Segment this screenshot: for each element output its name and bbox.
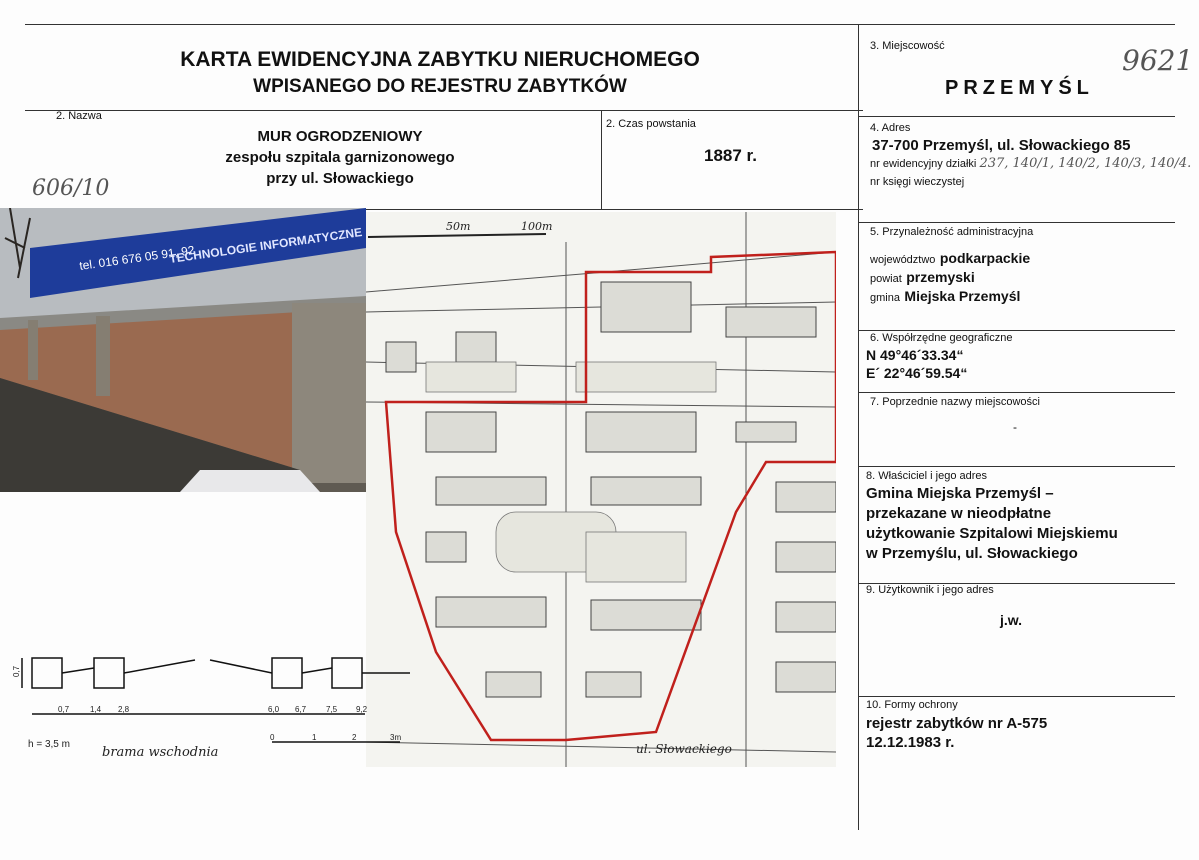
- formy-line2: 12.12.1983 r.: [866, 734, 955, 751]
- wall-photo: [0, 208, 366, 492]
- street-label: ul. Słowackiego: [636, 742, 732, 756]
- woj-value: podkarpackie: [939, 250, 1031, 266]
- wsp-e: E´ 22°46´59.54“: [866, 365, 968, 381]
- formy-line1: rejestr zabytków nr A-575: [866, 715, 1048, 732]
- adres-value: 37-700 Przemyśl, ul. Słowackiego 85: [872, 137, 1131, 154]
- rule-top: [25, 24, 1175, 25]
- uzytkownik-label: 9. Użytkownik i jego adres: [866, 584, 994, 596]
- czas-value: 1887 r.: [704, 146, 757, 165]
- rule-r5: [858, 466, 1175, 467]
- scale-0: 0: [270, 733, 275, 742]
- powiat-row: powiat przemyski: [870, 269, 975, 285]
- rule-vertical-right: [858, 24, 859, 830]
- miejscowosc-value: PRZEMYŚL: [945, 77, 1094, 99]
- file-number-handwritten: 606/10: [32, 176, 110, 201]
- adres-label: 4. Adres: [870, 122, 911, 134]
- dim-3: 6,0: [268, 705, 280, 714]
- woj-row: województwo podkarpackie: [870, 250, 1031, 266]
- wall-photo-drawing: [0, 208, 366, 492]
- admin-label: 5. Przynależność administracyjna: [870, 226, 1034, 238]
- rule-r2: [858, 222, 1175, 223]
- height-note: h = 3,5 m: [28, 739, 70, 750]
- wlasciciel-line1: Gmina Miejska Przemyśl –: [866, 485, 1054, 502]
- dim-2: 2,8: [118, 705, 130, 714]
- banner-phone: tel. 016 676 05 91, 92: [78, 242, 196, 273]
- nazwa-line3: przy ul. Słowackiego: [266, 170, 414, 187]
- poprzednie-value: -: [1013, 420, 1017, 434]
- wlasciciel-label: 8. Właściciel i jego adres: [866, 470, 988, 482]
- scale-100: 100m: [521, 220, 553, 233]
- site-map-drawing: [366, 212, 836, 767]
- card-title-line2: WPISANEGO DO REJESTRU ZABYTKÓW: [253, 76, 627, 97]
- banner-text: TECHNOLOGIE INFORMATYCZNE: [168, 225, 363, 266]
- scale-50: 50m: [446, 220, 471, 233]
- side-dim: 0,7: [12, 665, 21, 677]
- dim-0: 0,7: [58, 705, 70, 714]
- scale-3: 3m: [390, 733, 402, 742]
- rule-vertical-czas: [601, 110, 602, 210]
- drawing-caption: brama wschodnia: [102, 745, 219, 760]
- nazwa-label: 2. Nazwa: [56, 110, 102, 122]
- wlasciciel-line4: w Przemyślu, ul. Słowackiego: [866, 545, 1078, 562]
- card-title-line1: KARTA EWIDENCYJNA ZABYTKU NIERUCHOMEGO: [180, 48, 700, 71]
- uzytkownik-value: j.w.: [1000, 612, 1023, 628]
- gmina-row: gmina Miejska Przemyśl: [870, 288, 1021, 304]
- dim-6: 9,2: [356, 705, 368, 714]
- gate-drawing-svg: [10, 630, 410, 760]
- scale-2: 2: [352, 733, 357, 742]
- ksiega-label: nr księgi wieczystej: [870, 176, 965, 188]
- dim-5: 7,5: [326, 705, 338, 714]
- rule-r4: [858, 392, 1175, 393]
- rule-r1: [858, 116, 1175, 117]
- registry-number-handwritten: 9621: [1122, 44, 1194, 77]
- wsp-label: 6. Współrzędne geograficzne: [870, 332, 1013, 344]
- wlasciciel-line2: przekazane w nieodpłatne: [866, 505, 1052, 522]
- dzialki-value: 237, 140/1, 140/2, 140/3, 140/4.: [979, 156, 1192, 171]
- rule-r3: [858, 330, 1175, 331]
- miejscowosc-label: 3. Miejscowość: [870, 40, 945, 52]
- dzialki-row: [870, 156, 1191, 171]
- rule-r7: [858, 696, 1175, 697]
- formy-label: 10. Formy ochrony: [866, 699, 958, 711]
- dzialki-label: nr ewidencyjny działki: [870, 158, 977, 170]
- rule-header-bottom: [25, 110, 863, 111]
- gate-drawing: [10, 630, 410, 760]
- dim-4: 6,7: [295, 705, 307, 714]
- poprzednie-label: 7. Poprzednie nazwy miejscowości: [870, 396, 1040, 408]
- dim-1: 1,4: [90, 705, 102, 714]
- scale-1: 1: [312, 733, 317, 742]
- gmina-value: Miejska Przemyśl: [904, 288, 1021, 304]
- powiat-value: przemyski: [906, 269, 975, 285]
- wsp-n: N 49°46´33.34“: [866, 347, 964, 363]
- nazwa-line1: MUR OGRODZENIOWY: [257, 128, 423, 145]
- czas-label: 2. Czas powstania: [606, 118, 696, 130]
- site-map: [366, 212, 836, 767]
- wlasciciel-line3: użytkowanie Szpitalowi Miejskiemu: [866, 525, 1118, 542]
- nazwa-line2: zespołu szpitala garnizonowego: [225, 149, 455, 166]
